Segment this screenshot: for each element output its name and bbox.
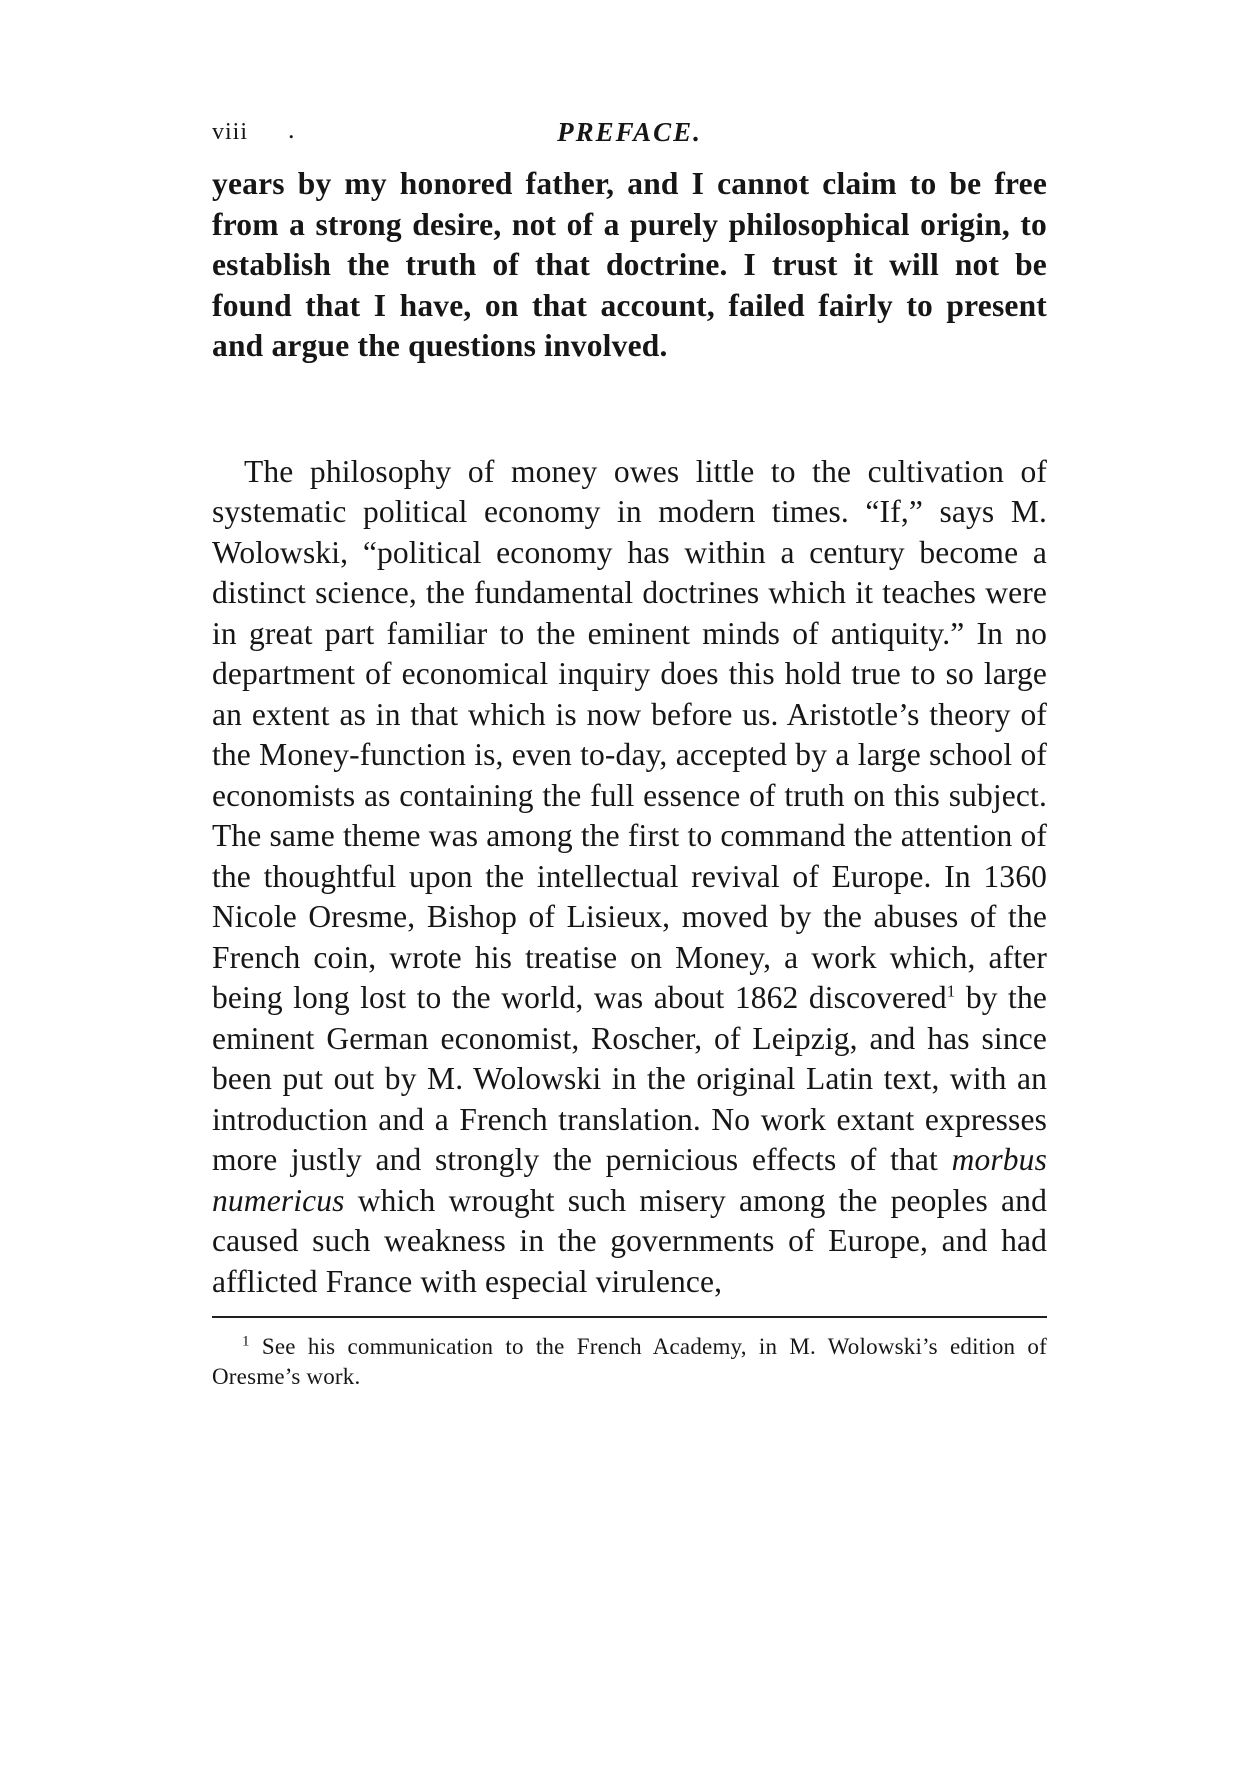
- paragraph-philosophy-of-money: [212, 452, 1047, 1303]
- paragraph-text-part-1: The philosophy of money owes little to the cultivation of systematic political economy in modern times. “If,” says M. Wolowski, “political economy has within a century become a distinct science, the fundamental doctrines which it teaches were in great part familiar to the eminent minds of antiquity.” In no department of economical inquiry does this hold true to so large an extent as in that which is now before us. Aristotle’s theory of the Money-function is, even to-day, accepted by a large school of economists as containing the full essence of truth on this subject. The same theme was among the first to command the attention of the thoughtful upon the intellectual revival of Europe. In 1360 Nicole Oresme, Bishop of Lisieux, moved by the abuses of the French coin, wrote his treatise on Money, a work which, after being long lost to the world, was about 1862 discovered: [212, 453, 1047, 1015]
- footnote-text: See his communication to the French Academy, in M. Wolowski’s edition of Oresme’s work.: [212, 1334, 1047, 1389]
- book-page: [212, 110, 1047, 1670]
- page-header: [212, 110, 1047, 154]
- paragraph-text-part-3: which wrought such misery among the peoples and caused such weakness in the governments of Europe, and had afflicted France with especial virulence,: [212, 1182, 1047, 1299]
- footnote-divider: [212, 1316, 1047, 1318]
- page-number: viii: [212, 119, 249, 145]
- footnote-marker: 1: [242, 1333, 250, 1350]
- running-head: PREFACE.: [557, 117, 702, 147]
- footnote-reference: 1: [946, 981, 956, 1001]
- header-dot: .: [288, 115, 295, 144]
- paragraph-continued: years by my honored father, and I cannot claim to be free from a strong desire, not of a purely philosophical origin, to establish the truth of that doctrine. I trust it will not be found that I have, on that account, failed fairly to present and argue the questions involved.: [212, 166, 1047, 363]
- footnote: [212, 1332, 1047, 1392]
- paragraph-text-part-2: by the eminent German economist, Roscher, of Leipzig, and has since been put out by M. Wolowski in the original Latin text, with an introduction and a French translation. No work extant expresses more justly and strongly the pernicious effects of that: [212, 980, 1047, 1177]
- italic-phrase: morbus numericus: [212, 1142, 1047, 1218]
